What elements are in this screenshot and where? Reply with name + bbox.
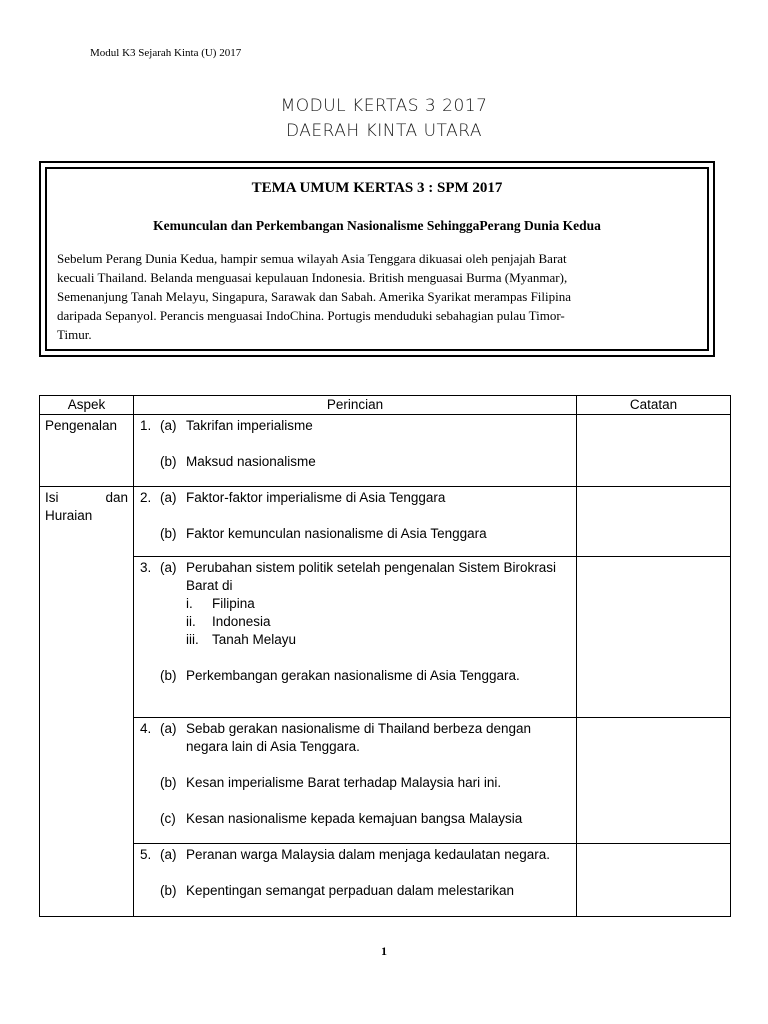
theme-box-inner: [45, 167, 709, 351]
item-label: (a): [160, 847, 177, 862]
aspek-word: Isi: [45, 490, 59, 505]
item-label: (b): [160, 775, 177, 790]
item-text: Maksud nasionalisme: [186, 454, 316, 469]
item-text: Faktor kemunculan nasionalisme di Asia Tenggara: [186, 526, 487, 541]
theme-box: [39, 161, 715, 357]
page-title-line-2: DAERAH KINTA UTARA: [286, 121, 482, 141]
perincian-cell: [134, 415, 577, 487]
item-text: Sebab gerakan nasionalisme di Thailand berbeza dengan negara lain di Asia Tenggara.: [186, 721, 532, 754]
item-text: Faktor-faktor imperialisme di Asia Tenggara: [186, 490, 446, 505]
table-row: [40, 718, 731, 844]
subitem-text: Filipina: [212, 596, 255, 611]
item-label: (a): [160, 560, 177, 575]
item-text: Takrifan imperialisme: [186, 418, 313, 433]
item-text: Perubahan sistem politik setelah pengenalan Sistem Birokrasi Barat di: [186, 560, 556, 593]
aspek-word: Huraian: [45, 508, 93, 523]
item-text: Kepentingan semangat perpaduan dalam melestarikan: [186, 883, 514, 898]
aspek-word: dan: [105, 490, 128, 505]
item-label: (a): [160, 418, 177, 433]
perincian-cell: [134, 718, 577, 844]
outline-table: [39, 395, 731, 917]
aspek-pengenalan: Pengenalan: [40, 415, 134, 487]
item-label: (a): [160, 490, 177, 505]
theme-body-text: Sebelum Perang Dunia Kedua, hampir semua wilayah Asia Tenggara dikuasai oleh penjajah Barat kecuali Thailand. Belanda menguasai kepulauan Indonesia. British menguasai Burma (Myanmar), Semenanjung Tanah Melayu, Singapura, Sarawak dan Sabah. Amerika Syarikat merampas Filipina daripada Sepanyol. Perancis menguasai IndoChina. Portugis menduduki sebahagian pulau Timor- Timur.: [57, 251, 572, 342]
item-number: 5.: [140, 847, 152, 862]
perincian-cell: [134, 557, 577, 718]
item-label: (b): [160, 526, 177, 541]
subitem-number: iii.: [186, 632, 199, 647]
item-number: 2.: [140, 490, 152, 505]
perincian-cell: [134, 844, 577, 917]
item-text: Peranan warga Malaysia dalam menjaga kedaulatan negara.: [186, 847, 550, 862]
page-title-line-1: MODUL KERTAS 3 2017: [280, 96, 488, 116]
item-text: Perkembangan gerakan nasionalisme di Asia Tenggara.: [186, 668, 520, 683]
item-text: Kesan nasionalisme kepada kemajuan bangsa Malaysia: [186, 811, 523, 826]
table-row: [40, 557, 731, 718]
catatan-cell: [577, 844, 731, 917]
catatan-cell: [577, 415, 731, 487]
catatan-cell: [577, 487, 731, 557]
module-header-label: Modul K3 Sejarah Kinta (U) 2017: [90, 47, 242, 59]
item-label: (a): [160, 721, 177, 736]
theme-title: TEMA UMUM KERTAS 3 : SPM 2017: [251, 180, 503, 196]
item-number: 1.: [140, 418, 152, 433]
table-row: [40, 844, 731, 917]
table-row: [40, 487, 731, 557]
item-label: (b): [160, 883, 177, 898]
item-text: Kesan imperialisme Barat terhadap Malaysia hari ini.: [186, 775, 502, 790]
header-catatan: Catatan: [577, 396, 731, 415]
catatan-cell: [577, 718, 731, 844]
perincian-cell: [134, 487, 577, 557]
item-number: 3.: [140, 560, 152, 575]
subitem-number: i.: [186, 596, 193, 611]
catatan-cell: [577, 557, 731, 718]
item-label: (b): [160, 454, 177, 469]
item-number: 4.: [140, 721, 152, 736]
table-row: [40, 415, 731, 487]
subitem-text: Tanah Melayu: [212, 632, 297, 647]
aspek-isi-huraian: [40, 487, 134, 917]
header-perincian: Perincian: [134, 396, 577, 415]
table-header-row: [40, 396, 731, 415]
item-label: (c): [160, 811, 176, 826]
subitem-number: ii.: [186, 614, 196, 629]
page-number: 1: [381, 944, 387, 958]
header-aspek: Aspek: [40, 396, 134, 415]
subitem-text: Indonesia: [212, 614, 271, 629]
theme-subtitle: Kemunculan dan Perkembangan Nasionalisme SehinggaPerang Dunia Kedua: [153, 218, 601, 233]
item-label: (b): [160, 668, 177, 683]
